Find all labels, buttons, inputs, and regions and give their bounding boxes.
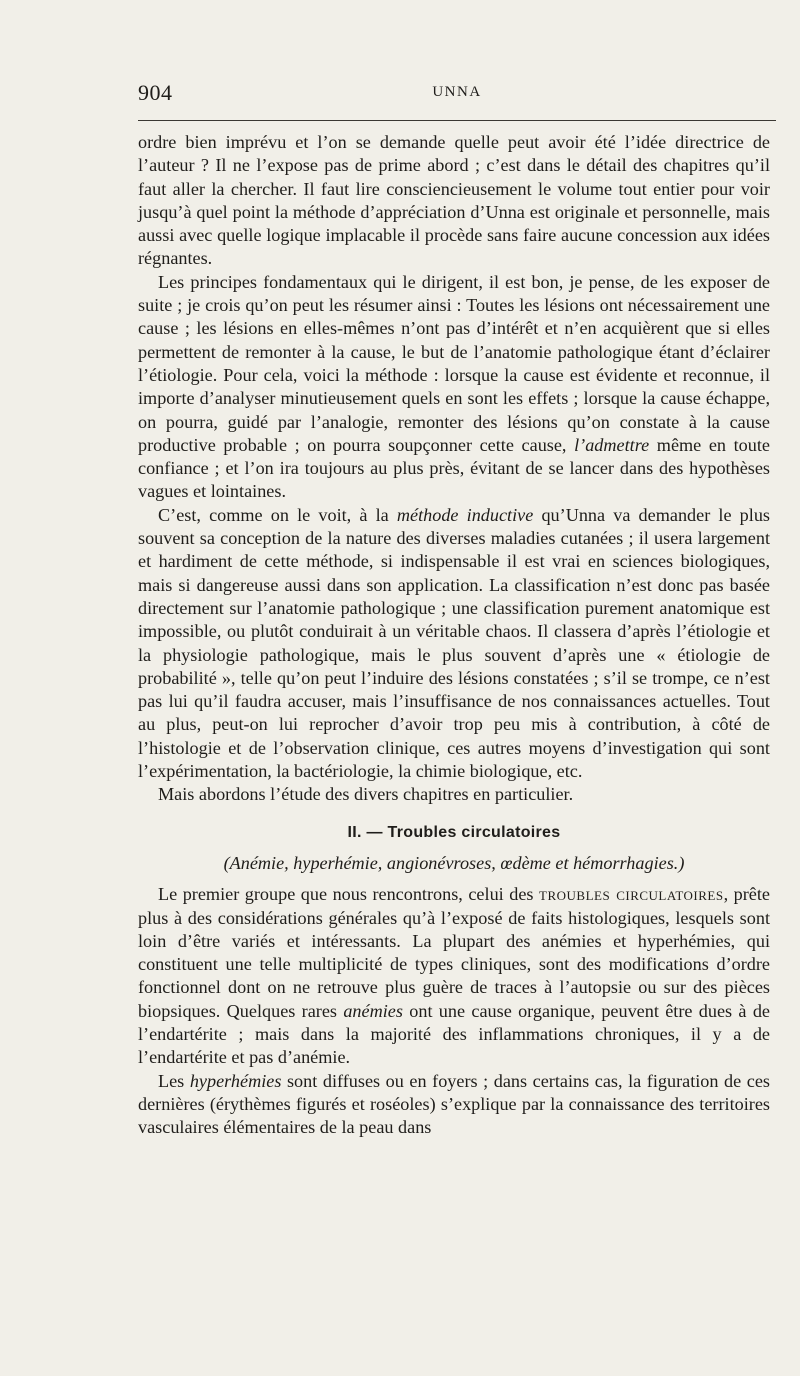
paragraph-6: Les hyperhémies sont diffuses ou en foyers ; dans certains cas, la figuration de ces dernières (érythèmes figurés et roséoles) s’explique par la connaissance des territoires vasculaires élémentaires de la peau dans [138, 1070, 771, 1138]
paragraph-1: ordre bien imprévu et l’on se demande quelle peut avoir été l’idée directrice de l’auteur ? Il ne l’expose pas de prime abord ; c’est dans le détail des chapitres qu’il faut aller la chercher. Il faut lire consciencieusement le volume tout entier pour voir jusqu’à quel point la méthode d’appréciation d’Unna est originale et personnelle, mais aussi avec quelle logique implacable il procède sans faire aucune concession aux idées régnantes. [138, 132, 770, 269]
paragraph-4: Mais abordons l’étude des divers chapitres en particulier. [158, 784, 574, 805]
emphasis-anemies: anémies [343, 1000, 403, 1021]
paragraph-5: Le premier groupe que nous rencontrons, celui des troubles circulatoires, prête plus à des considérations générales qu’à l’exposé de faits histologiques, lesquels sont loin d’être variés et intéressants. La plupart des anémies et hyperhémies, qui constituent une telle multiplicité de types cliniques, sont des modifications d’ordre fonctionnel dont on ne retrouve plus guère de traces à l’autopsie ou sur des pièces biopsiques. Quelques rares anémies ont une cause organique, peuvent être dues à de l’endartérite ; mais dans la majorité des inflammations chroniques, il y a de l’endartérite et pas d’anémie. [138, 884, 771, 1068]
section-heading: II. — Troubles circulatoires [347, 823, 561, 841]
running-head: UNNA [432, 84, 482, 100]
page-header [138, 80, 776, 110]
section-subtitle: (Anémie, hyperhémie, angionévroses, œdème et hémorrhagies.) [223, 852, 685, 873]
emphasis-hyperhemies: hyperhémies [189, 1070, 282, 1091]
paragraph-2: Les principes fondamentaux qui le dirigent, il est bon, je pense, de les exposer de suite ; je crois qu’on peut les résumer ainsi : Toutes les lésions ont nécessairement une cause ; les lésions en elles-mêmes n’ont pas d’intérêt et n’en acquièrent que si elles permettent de remonter à la cause, le but de l’anatomie pathologique étant d’éclairer l’étiologie. Pour cela, voici la méthode : lorsque la cause est évidente et reconnue, il importe d’analyser minutieusement quels en sont les effets ; lorsque la cause échappe, on pourra, guidé par l’analogie, remonter des lésions qu’on constate à la cause productive probable ; on pourra soupçonner cette cause, l’admettre même en toute confiance ; et l’on ira toujours au plus près, évitant de se lancer dans des hypothèses vagues et lointaines. [138, 271, 770, 502]
smallcaps-troubles-circulatoires: troubles circulatoires [539, 884, 724, 905]
body-text [138, 131, 770, 1139]
emphasis-methode-inductive: méthode inductive [396, 504, 534, 525]
header-rule [138, 120, 776, 121]
paragraph-3: C’est, comme on le voit, à la méthode inductive qu’Unna va demander le plus souvent sa conception de la nature des diverses maladies cutanées ; il usera largement et hardiment de cette méthode, si indispensable il est vrai en sciences biologiques, mais si dangereuse aussi dans son application. La classification n’est donc pas basée directement sur l’anatomie pathologique ; une classification purement anatomique est impossible, ou plutôt conduirait à un véritable chaos. Il classera d’après l’étiologie et la physiologie pathologique, mais le plus souvent d’après une « étiologie de probabilité », telle qu’on peut l’induire des lésions constatées ; s’il se trompe, ce n’est pas lui qu’il faudra accuser, mais l’insuffisance de nos connaissances actuelles. Tout au plus, peut-on lui reprocher d’avoir trop peu mis à contribution, à côté de l’histologie et de l’observation clinique, ces autres moyens d’investigation qui sont l’expérimentation, la bactériologie, la chimie biologique, etc. [138, 504, 771, 782]
emphasis-admettre: l’admettre [574, 434, 650, 455]
page-number: 904 [138, 80, 173, 105]
